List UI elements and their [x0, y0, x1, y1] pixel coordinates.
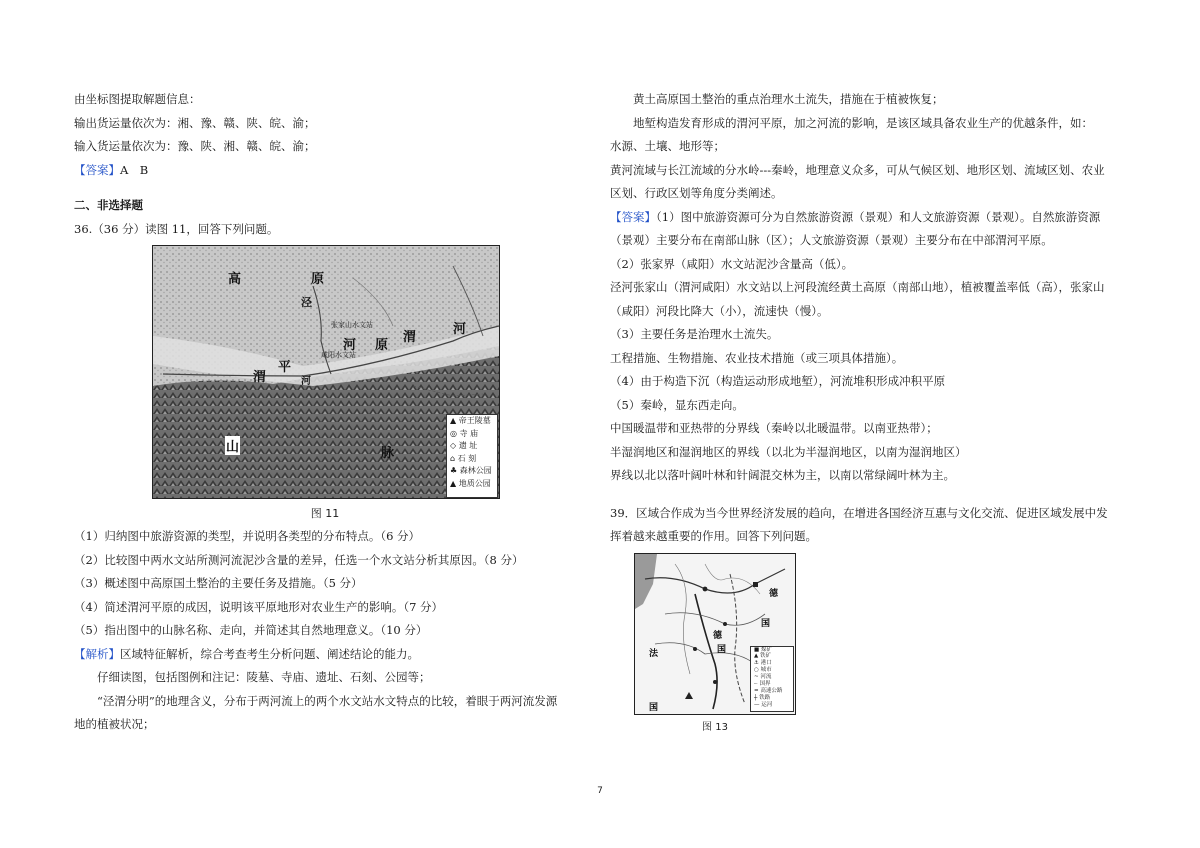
- analysis-text: 区域特征解析，综合考查考生分析问题、阐述结论的能力。: [120, 646, 419, 661]
- question-item: （5）指出图中的山脉名称、走向，并简述其自然地理意义。（10 分）: [74, 623, 428, 637]
- legend-label: 森林公园: [459, 466, 492, 475]
- text-line: （4）由于构造下沉（构造运动形成地堑），河流堆积形成冲积平原: [610, 374, 946, 388]
- map-label: 渭: [403, 330, 417, 345]
- answer-line: [610, 206, 1130, 230]
- temple-icon: ◎: [450, 428, 457, 438]
- text-line: 仔细读图，包括图例和注记：陵墓、寺庙、遗址、石刻、公园等；: [97, 670, 431, 684]
- map-label: 山: [225, 436, 240, 455]
- answer-line: [74, 159, 604, 183]
- text-line: “泾渭分明”的地理含义，分布于两河流上的两个水文站水文特点的比较，着眼于两河流发源: [97, 693, 558, 708]
- legend-row: [751, 688, 793, 695]
- legend-label: 城市: [760, 667, 772, 674]
- legend-row: [751, 695, 793, 702]
- map-label: 原: [311, 272, 325, 287]
- question-item: （1）归纳图中旅游资源的类型，并说明各类型的分布特点。（6 分）: [74, 529, 421, 543]
- text-line: 地堑构造发育形成的渭河平原，加之河流的影响，是该区域具备农业生产的优越条件，如：: [633, 115, 1093, 130]
- tomb-icon: ▲: [450, 416, 457, 425]
- legend-row: [447, 428, 497, 441]
- question-item: （3）概述图中高原国土整治的主要任务及措施。（5 分）: [74, 576, 363, 590]
- legend-label: 帝王陵墓: [458, 416, 491, 425]
- legend-label: 河流: [760, 674, 772, 681]
- map-label: 河: [301, 376, 311, 387]
- question-39: 39．区域合作成为当今世界经济发展的趋向，在增进各国经济互惠与文化交流、促进区域发展中发: [610, 505, 1108, 520]
- ruin-icon: ◇: [450, 441, 457, 450]
- text-line: （景观）主要分布在南部山脉（区）；人文旅游资源（景观）主要分布在中部渭河平原。: [610, 233, 1053, 247]
- legend-row: [447, 453, 497, 466]
- map-legend: [750, 646, 794, 712]
- map-label: 国: [761, 618, 771, 629]
- legend-label: 煤矿: [760, 646, 772, 653]
- railway-icon: ┼: [754, 694, 758, 701]
- map-legend: [446, 414, 498, 498]
- question-39: 挥着越来越重要的作用。回答下列问题。: [610, 529, 817, 543]
- legend-row: [447, 465, 497, 478]
- canal-icon: —: [754, 701, 760, 708]
- map-label: 德: [769, 588, 779, 599]
- text-line: 泾河张家山（渭河咸阳）水文站以上河段流经黄土高原（南部山地），植被覆盖率低（高），张家山: [610, 280, 1105, 294]
- figure-caption: 图 13: [702, 721, 728, 733]
- text-line: 黄土高原国土整治的重点治理水土流失，措施在于植被恢复；: [633, 92, 944, 106]
- map-label: 原: [375, 338, 389, 353]
- map-label: 河: [453, 322, 467, 337]
- legend-label: 港口: [760, 660, 772, 667]
- station-label: 张家山水文站: [331, 321, 373, 329]
- question-item: （4）简述渭河平原的成因，说明该平原地形对农业生产的影响。（7 分）: [74, 599, 444, 614]
- text-line: 输出货运量依次为：湘、豫、赣、陕、皖、渝；: [74, 115, 316, 130]
- text-line: 界线以北以落叶阔叶林和针阔混交林为主，以南以常绿阔叶林为主。: [610, 468, 955, 482]
- geopark-icon: ▲: [450, 478, 457, 488]
- map-label: 法: [649, 648, 659, 659]
- map-label: 泾: [301, 296, 312, 309]
- highway-icon: =: [754, 687, 759, 694]
- legend-row: [751, 674, 793, 681]
- figure-11-map: [152, 245, 500, 499]
- map-label: 脉: [381, 446, 395, 461]
- legend-label: 国界: [759, 681, 771, 688]
- stone-carving-icon: ⌂: [450, 453, 456, 463]
- answer-text: A B: [120, 162, 149, 177]
- question-item: （2）比较图中两水文站所测河流泥沙含量的差异，任选一个水文站分析其原因。（8 分）: [74, 552, 524, 567]
- legend-label: 铁矿: [759, 653, 771, 660]
- city-icon: ○: [754, 667, 759, 674]
- legend-label: 遗 址: [458, 441, 478, 450]
- coal-mine-icon: ■: [754, 646, 760, 653]
- station-label: 咸阳水文站: [321, 351, 356, 359]
- forest-park-icon: ♣: [450, 466, 458, 475]
- river-icon: ~: [754, 674, 759, 681]
- legend-label: 高速公路: [760, 687, 783, 694]
- legend-label: 地质公园: [458, 478, 491, 488]
- map-label: 河: [343, 338, 357, 353]
- legend-label: 铁路: [759, 694, 771, 701]
- legend-label: 石 刻: [457, 453, 477, 463]
- text-line: 地的植被状况；: [74, 717, 155, 731]
- legend-label: 运河: [761, 701, 773, 708]
- figure-caption: 图 11: [310, 507, 340, 520]
- text-line: 工程措施、生物措施、农业技术措施（或三项具体措施）。: [610, 350, 904, 365]
- text-line: 中国暖温带和亚热带的分界线（秦岭以北暖温带。以南亚热带）；: [610, 421, 938, 435]
- text-line: 输入货运量依次为：豫、陕、湘、赣、皖、渝；: [74, 139, 316, 153]
- text-line: 区划、行政区划等角度分类阐述。: [610, 186, 783, 200]
- text-line: （5）秦岭，显东西走向。: [610, 397, 744, 412]
- text-line: （2）张家界（咸阳）水文站泥沙含量高（低）。: [610, 256, 854, 271]
- legend-row: [447, 415, 497, 428]
- legend-label: 寺 庙: [459, 428, 479, 438]
- map-label: 国: [717, 644, 727, 655]
- map-label: 高: [228, 272, 242, 287]
- text-line: （咸阳）河段比降大（小），流速快（慢）。: [610, 303, 829, 318]
- question-36: 36.（36 分）读图 11，回答下列问题。: [74, 221, 279, 236]
- legend-row: [751, 702, 793, 709]
- answer-tag: 【答案】: [74, 162, 120, 177]
- iron-mine-icon: ▲: [754, 653, 759, 660]
- text-line: 由坐标图提取解题信息：: [74, 92, 201, 106]
- text-line: （3）主要任务是治理水土流失。: [610, 327, 779, 341]
- text-line: 水源、土壤、地形等；: [610, 139, 725, 153]
- border-icon: -·: [754, 681, 758, 688]
- map-label: 平: [278, 360, 292, 375]
- map-label: 德: [713, 630, 723, 641]
- right-column: [610, 88, 1130, 739]
- figure-13-map: [634, 553, 796, 715]
- analysis-tag: 【解析】: [74, 646, 120, 661]
- text-line: 半湿润地区和湿润地区的界线（以北为半湿润地区，以南为湿润地区）: [610, 444, 967, 459]
- legend-row: [447, 478, 497, 491]
- port-icon: ⚓: [754, 660, 759, 667]
- map-label: 渭: [253, 370, 267, 385]
- legend-row: [751, 681, 793, 688]
- answer-text: （1）图中旅游资源可分为自然旅游资源（景观）和人文旅游资源（景观）。自然旅游资源: [656, 209, 1101, 224]
- left-column: [74, 88, 604, 737]
- analysis-line: [74, 643, 604, 667]
- page-number: 7: [597, 786, 603, 796]
- map-label: 国: [649, 702, 659, 713]
- text-line: 黄河流域与长江流域的分水岭---秦岭，地理意义众多，可从气候区划、地形区划、流域区划、农业: [610, 162, 1105, 177]
- section-title: 二、非选择题: [74, 198, 143, 212]
- answer-tag: 【答案】: [610, 209, 656, 224]
- legend-row: [447, 440, 497, 453]
